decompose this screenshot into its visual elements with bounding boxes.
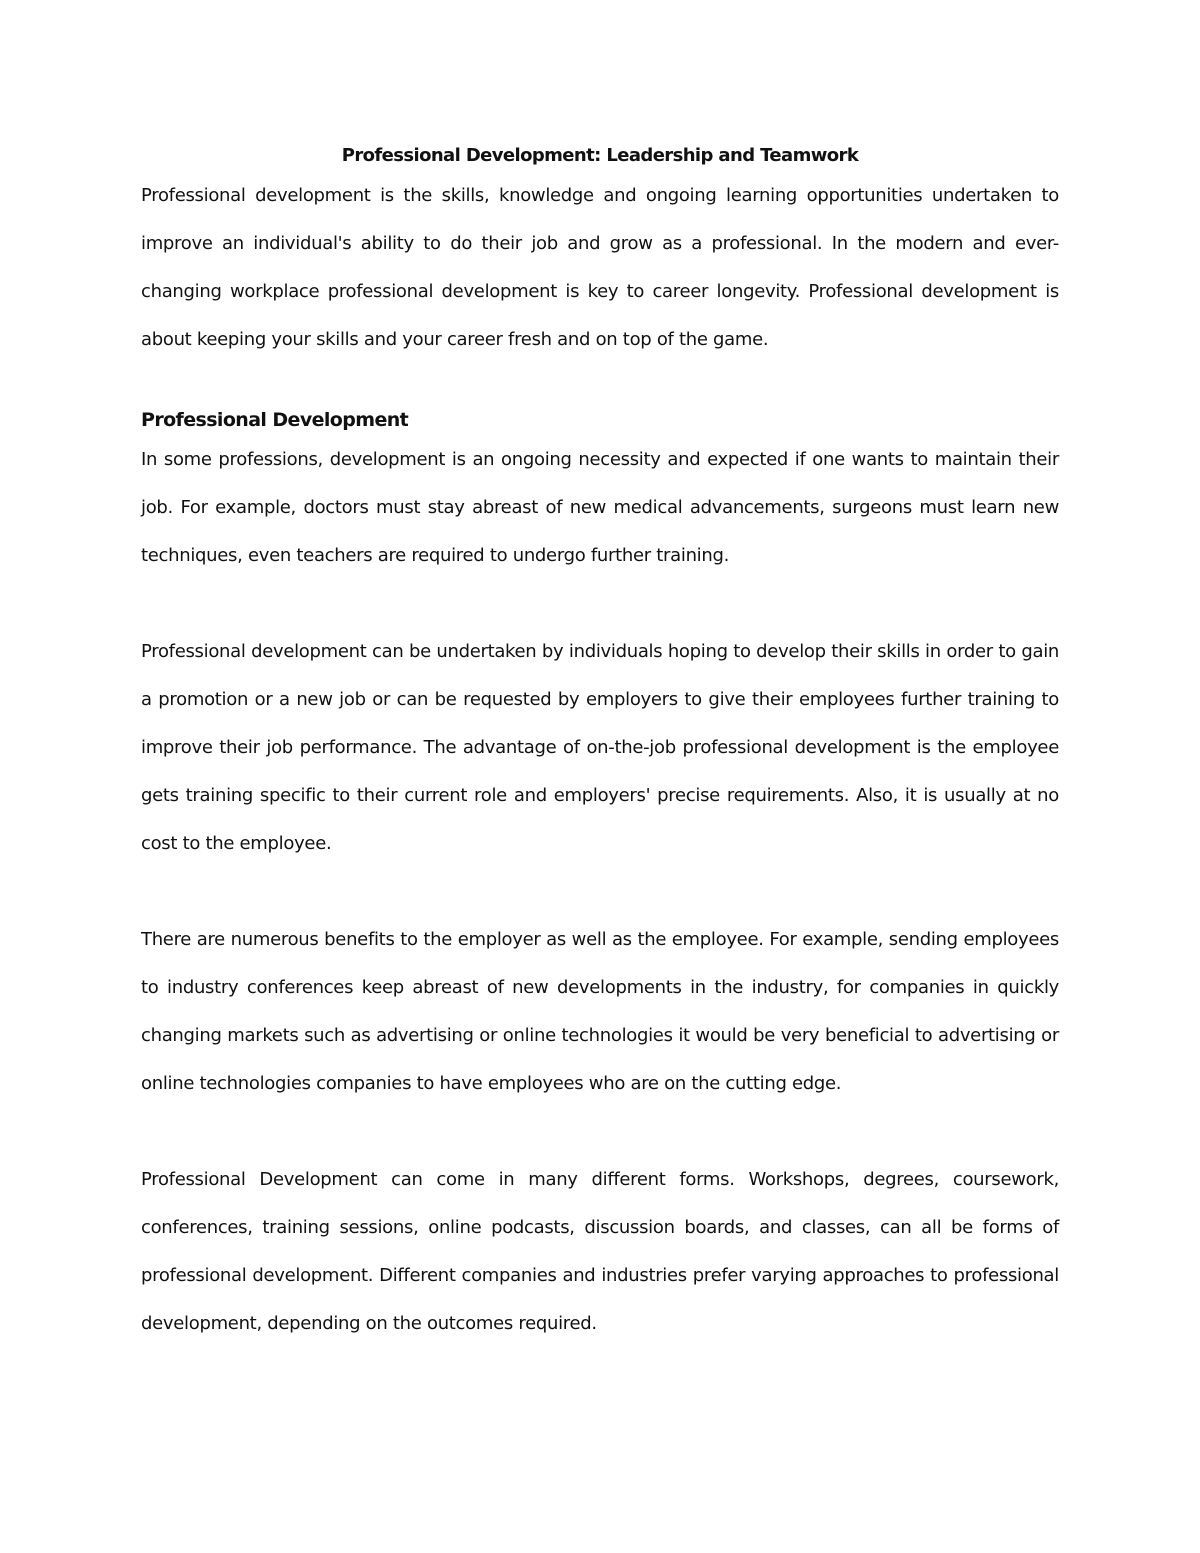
body-paragraph: In some professions, development is an ongoing necessity and expected if one wants to maintain their job. For example, doctors must stay abreast of new medical advancements, surgeons must learn new techniques, even teachers are required to undergo further training. <box>141 449 1059 566</box>
body-paragraph: Professional development can be undertaken by individuals hoping to develop their skills in order to gain a promotion or a new job or can be requested by employers to give their employees further training to improve their job performance. The advantage of on-the-job professional development is the employee gets training specific to their current role and employers' precise requirements. Also, it is usually at no cost to the employee. <box>141 641 1059 854</box>
spacer <box>141 580 1059 628</box>
document-body <box>141 140 1059 1348</box>
section-heading: Professional Development <box>141 409 409 431</box>
spacer <box>141 1108 1059 1156</box>
spacer <box>141 868 1059 916</box>
document-title: Professional Development: Leadership and Teamwork <box>341 145 859 166</box>
body-paragraph: There are numerous benefits to the employer as well as the employee. For example, sending employees to industry conferences keep abreast of new developments in the industry, for companies in quickly changing markets such as advertising or online technologies it would be very beneficial to advertising or online technologies companies to have employees who are on the cutting edge. <box>141 929 1059 1094</box>
spacer <box>141 364 1059 404</box>
body-paragraph: Professional Development can come in many different forms. Workshops, degrees, coursework, conferences, training sessions, online podcasts, discussion boards, and classes, can all be forms of professional development. Different companies and industries prefer varying approaches to professional development, depending on the outcomes required. <box>141 1169 1059 1334</box>
intro-paragraph: Professional development is the skills, knowledge and ongoing learning opportunities undertaken to improve an individual's ability to do their job and grow as a professional. In the modern and ever-changing workplace professional development is key to career longevity. Professional development is about keeping your skills and your career fresh and on top of the game. <box>141 185 1059 350</box>
